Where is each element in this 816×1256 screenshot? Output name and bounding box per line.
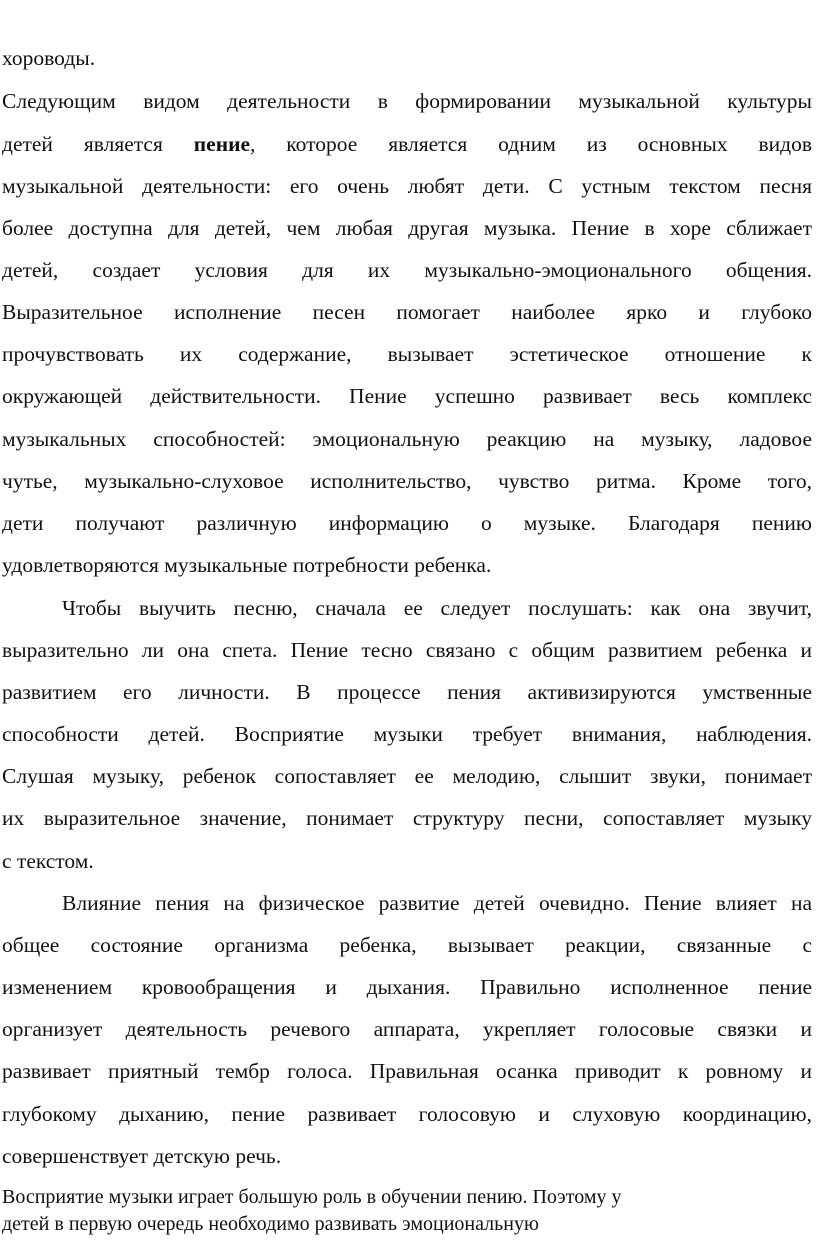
text-line: музыкальной деятельности: его очень любят дети. С устным текстом песня bbox=[2, 174, 812, 198]
text-line: организует деятельность речевого аппарата, укрепляет голосовые связки и bbox=[2, 1017, 812, 1041]
text-line: более доступна для детей, чем любая другая музыка. Пение в хоре сближает bbox=[2, 216, 812, 240]
text-line: музыкальных способностей: эмоциональную реакцию на музыку, ладовое bbox=[2, 427, 812, 451]
text-line: выразительно ли она спета. Пение тесно связано с общим развитием ребенка и bbox=[2, 638, 812, 662]
text-line: Чтобы выучить песню, сначала ее следует послушать: как она звучит, bbox=[62, 596, 812, 620]
text-line: удовлетворяются музыкальные потребности ребенка. bbox=[2, 553, 492, 577]
text-line: Следующим видом деятельности в формировании музыкальной культуры bbox=[2, 89, 812, 113]
bold-term: пение bbox=[193, 132, 251, 156]
text-line: с текстом. bbox=[2, 849, 94, 873]
text-line: прочувствовать их содержание, вызывает эстетическое отношение к bbox=[2, 342, 812, 366]
text-line: совершенствует детскую речь. bbox=[2, 1144, 282, 1168]
text-line: Слушая музыку, ребенок сопоставляет ее мелодию, слышит звуки, понимает bbox=[2, 764, 812, 788]
text-line: глубокому дыханию, пение развивает голосовую и слуховую координацию, bbox=[2, 1102, 812, 1126]
text-line: детей в первую очередь необходимо развивать эмоциональную bbox=[2, 1213, 539, 1235]
text-line: Влияние пения на физическое развитие детей очевидно. Пение влияет на bbox=[62, 891, 812, 915]
text-line: Выразительное исполнение песен помогает наиболее ярко и глубоко bbox=[2, 300, 812, 324]
text-line: Восприятие музыки играет большую роль в обучении пению. Поэтому у bbox=[2, 1186, 622, 1208]
text-line: общее состояние организма ребенка, вызывает реакции, связанные с bbox=[2, 933, 812, 957]
text-span: , которое является одним из основных видов bbox=[250, 132, 812, 156]
text-line: развивает приятный тембр голоса. Правильная осанка приводит к ровному и bbox=[2, 1059, 812, 1083]
text-line: изменением кровообращения и дыхания. Правильно исполненное пение bbox=[2, 975, 812, 999]
text-line: хороводы. bbox=[2, 46, 96, 70]
text-line: чутье, музыкально-слуховое исполнительство, чувство ритма. Кроме того, bbox=[2, 469, 812, 493]
text-line: их выразительное значение, понимает структуру песни, сопоставляет музыку bbox=[2, 806, 812, 830]
text-span: детей является bbox=[2, 132, 194, 156]
text-line: детей, создает условия для их музыкально-эмоционального общения. bbox=[2, 258, 812, 282]
text-line: дети получают различную информацию о музыке. Благодаря пению bbox=[2, 511, 812, 535]
text-line: способности детей. Восприятие музыки требует внимания, наблюдения. bbox=[2, 722, 812, 746]
text-line bbox=[2, 132, 812, 156]
text-line: развитием его личности. В процессе пения активизируются умственные bbox=[2, 680, 812, 704]
text-line: окружающей действительности. Пение успешно развивает весь комплекс bbox=[2, 384, 812, 408]
